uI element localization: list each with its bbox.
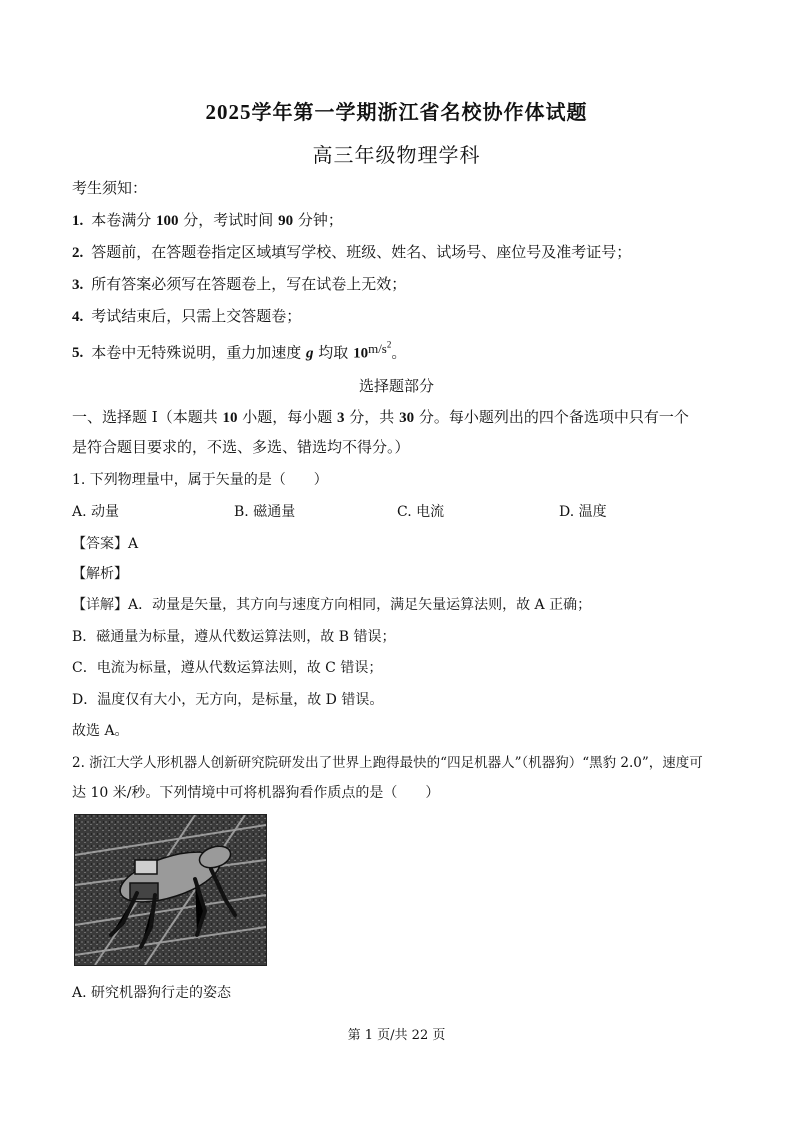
q1-detail-line-1 [72,594,591,614]
q1-detail-line-3: C．电流为标量，遵从代数运算法则，故 C 错误； [72,660,383,676]
q2-option-a: A. 研究机器狗行走的姿态 [72,985,232,1001]
notice-num: 2. [72,245,84,261]
answer-value: A [128,536,139,552]
notice-value: 90 [278,213,294,229]
question-2-stem-line-2: 达 10 米/秒。下列情境中可将机器狗看作质点的是（ ） [72,785,440,801]
notice-num: 4. [72,309,84,325]
title-year: 2025 [205,100,252,124]
notice-value: 100 [156,213,179,229]
detail-tag: 【详解】 [72,597,128,613]
q1-option-a: A. 动量 [72,504,120,520]
q1-detail-line-2: B．磁通量为标量，遵从代数运算法则，故 B 错误； [72,629,396,645]
notice-text: 本卷中无特殊说明，重力加速度 [91,343,307,362]
robot-dog-photo [74,814,267,966]
gravity-symbol: g [306,345,314,362]
notice-num: 3. [72,277,84,293]
q1-option-c: C. 电流 [397,504,445,520]
section-intro-line-2: 是符合题目要求的，不选、多选、错选均不得分。） [72,438,410,456]
intro-text: 分，共 [344,408,400,426]
intro-text: 分。每小题列出的四个备选项中只有一个 [414,408,689,426]
notice-num: 1. [72,213,84,229]
notice-text: 分，考试时间 [178,211,279,229]
notice-text: 答题前，在答题卷指定区域填写学校、班级、姓名、试场号、座位号及准考证号； [91,243,632,261]
q1-detail-line-4: D．温度仅有大小，无方向，是标量，故 D 错误。 [72,692,384,708]
notice-text: 考试结束后，只需上交答题卷； [91,307,302,325]
q1-option-b: B. 磁通量 [234,504,296,520]
unit-base: m/s [368,341,387,357]
notice-item-3 [72,273,406,294]
intro-value: 30 [399,410,415,426]
notice-item-2 [72,241,631,262]
intro-value: 3 [337,410,345,426]
notice-item-5 [72,340,406,362]
notice-text: 。 [391,343,407,362]
notice-item-1 [72,209,343,230]
question-1-stem: 1. 下列物理量中，属于矢量的是（ ） [72,472,328,488]
notice-item-4 [72,305,301,326]
section-intro-line-1 [72,406,689,427]
section-title: 选择题部分 [358,377,434,395]
robot-dog-image [75,815,266,965]
q1-answer [72,533,138,553]
exam-subtitle: 高三年级物理学科 [312,143,481,167]
question-2-stem-line-1: 2. 浙江大学人形机器人创新研究院研发出了世界上跑得最快的“四足机器人”（机器狗）“黑豹 2.0”，速度可 [72,755,703,771]
notice-text: 本卷满分 [91,211,157,229]
notice-text: 均取 [313,343,354,362]
unit-label [368,341,391,356]
notice-text: 所有答案必须写在答题卷上，写在试卷上无效； [91,275,407,293]
q1-conclusion: 故选 A。 [72,723,129,739]
notice-heading: 考生须知： [72,179,148,197]
intro-text: 小题，每小题 [237,408,338,426]
q1-option-d: D. 温度 [559,504,607,520]
notice-value: 10 [353,345,369,362]
notice-text: 分钟； [293,211,343,229]
answer-tag: 【答案】 [72,536,128,552]
unit-exponent: 2 [386,340,392,350]
title-text: 学年第一学期浙江省名校协作体试题 [251,100,588,124]
page-footer: 第 1 页/共 22 页 [347,1028,446,1043]
exam-title [0,96,793,125]
intro-text: 一、选择题 I（本题共 [72,408,223,426]
detail-text: A．动量是矢量，其方向与速度方向相同，满足矢量运算法则，故 A 正确； [128,597,592,613]
q1-analysis-tag: 【解析】 [72,566,128,582]
intro-value: 10 [222,410,238,426]
notice-num: 5. [72,345,84,362]
